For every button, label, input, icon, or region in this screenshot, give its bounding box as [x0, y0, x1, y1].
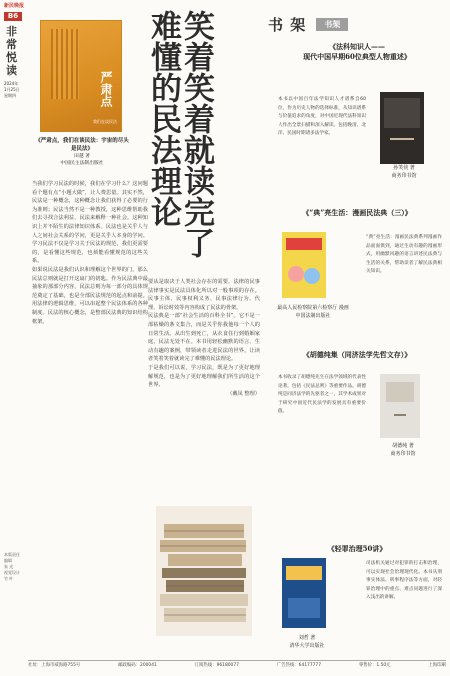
page-footer [28, 660, 446, 672]
book-title: 《“典”亮生活：漫画民法典（三）》 [302, 208, 412, 217]
books-illustration [150, 484, 258, 644]
book-cover-4 [282, 558, 326, 628]
credit-line: 本版责任编辑 [4, 552, 20, 563]
newspaper-logo: 新民晚报 [4, 3, 25, 9]
caption-author: 田越 著 [74, 154, 90, 159]
book-entry-3 [268, 350, 446, 360]
header-ornament: 书 架 [268, 15, 307, 34]
date-line: 星期四 [4, 93, 16, 98]
article-column-left [32, 180, 148, 326]
paragraph: 于是我们可以说，学习民法，既是为了更好地理解规范，也是为了更好地理解我们所生活的这个世界。 [148, 364, 260, 389]
book-meta-3 [370, 442, 436, 458]
cover-subtitle: 我们在谈民法 [93, 119, 117, 124]
footer-printer: 上海印刷 [428, 663, 446, 668]
article-column-mid [148, 278, 260, 398]
bookshelf-header [268, 12, 446, 36]
book-description: 司法机关通过对犯罪的打击和治理，可以实现社会治理现代化。本书从刑事实体法、刑事程序法等方面，对轻罪治理中的重点、难点问题进行了深入浅出的讲解。 [366, 561, 442, 601]
footer-price: 零售价：1.50元 [358, 663, 391, 668]
book-title: 《法科知识人—— [329, 42, 385, 51]
book-publisher: 商务印书馆 [391, 173, 417, 179]
book-description: 本书以中国百年法学知识人才谱系自60位，作为历史人物的选择标准，从知识谱系与价值追求的角度，对中国近现代法科知识人作出全景扫描和深入解读。包括晚清、北洋、民国时期诸多法学家。 [278, 97, 366, 137]
caption-title: 《严肃点，我们在谈民法：宇宙的尽头是民法》 [35, 138, 129, 152]
footer-postcode: 邮政编码：200041 [118, 663, 157, 668]
date-line: 1月25日 [4, 87, 20, 92]
paragraph: 要从是取决于人类社会存在的需要。法律的民事法律事实是民法具体化所以对一般事项的存在。民事主体、民事权利义务、民事法律行为、代理、诉讼时效等内容构成了民法的骨架。 [148, 279, 260, 311]
book-meta-2 [272, 304, 354, 320]
headline: 笑着笑着就读完了难懂的民法理论 [145, 10, 214, 258]
book-title: 《轻罪治理50讲》 [327, 544, 387, 553]
credit-line: 朱 光 [4, 564, 14, 569]
book-author: 胡德纯 著 [392, 443, 414, 449]
editor-credits [4, 552, 22, 582]
book-meta-1 [372, 164, 436, 180]
footer-ad: 广告热线：64177777 [276, 663, 322, 668]
credit-line: 竹 叶 [4, 576, 14, 581]
book-entry-4 [268, 544, 446, 554]
page-number: B6 [4, 12, 22, 21]
credit-line: 视觉设计 [4, 570, 20, 575]
book-description: 本书收录了胡德纯先生在法学领域的代表性论著，包括《民法总则》等重要作品。胡德纯是同济法学的先驱者之一，其学术成果对于研究中国近代民法学的发展具有重要价值。 [278, 375, 366, 415]
book-entry-2 [268, 208, 446, 218]
paragraph: 如果说民法是我们认识和理解这个世界的门，那么民法总则就是打开这扇门的钥匙。作为民法典中最抽象的那部分内容，民法总则为每一部分的具体规范奠定了基础，也是全部民法规范的起点和前提。用法律的逻辑思维，可以串起整个民法体系的各种制度。民法的核心概念，是整部民法典的知识结构框架。 [32, 266, 148, 325]
issue-date [4, 81, 26, 99]
book-title: 现代中国早期60位典型人物重述》 [303, 52, 411, 61]
book-author: 孙笑侠 著 [393, 165, 415, 171]
paragraph: 民法典是一部“社会生活的百科全书”。它不是一部枯燥的条文集合，而是关乎你我他每一个人的日常生活。从出生到死亡，从衣食住行到婚姻家庭，民法无处不在。本书用轻松幽默的语言、生动有趣的案例，带领读者走进民法的世界，让读者笑着笑着就读完了难懂的民法理论。 [148, 313, 260, 363]
book-publisher: 清华大学出版社 [289, 643, 325, 649]
cover-artwork [51, 29, 79, 99]
book-author: 最高人民检察院第六检察厅 漫画 [277, 305, 349, 311]
book-cover-1 [380, 92, 424, 164]
book-publisher: 商务印书馆 [390, 451, 416, 457]
left-rail [4, 12, 26, 652]
book-cover-2 [282, 232, 326, 298]
header-label: 书架 [316, 18, 348, 31]
date-line: 2024年 [4, 81, 19, 86]
column-title: 非常悦读 [6, 25, 17, 77]
book-description: “典”亮生活：漫画民法典系列漫画作品面面俱到，通过生动有趣的漫画形式，用幽默风趣的语言讲述民法典与生活的关系，帮助读者了解民法典相关知识。 [366, 235, 442, 275]
book-title: 《胡德纯集（同济法学先哲文存）》 [302, 350, 412, 359]
book-entry-1 [268, 42, 446, 62]
book-cover-3 [380, 374, 420, 438]
cover-title: 严肃点 [99, 71, 113, 107]
byline: （戴凤 整理） [227, 390, 260, 397]
footer-phone: 订阅热线：96180077 [194, 663, 239, 668]
book-meta-4 [272, 634, 342, 650]
book-author: 刘哲 著 [298, 635, 316, 641]
book-publisher: 中国法制出版社 [295, 313, 331, 319]
bookshelf-column [268, 12, 446, 649]
footer-address: 社址：上海市威海路755号 [28, 663, 81, 668]
book-cover-main [40, 20, 122, 132]
paragraph: 当我们学习民法的时候，我们在学习什么？这问题看个题有点“小题大做”，让人费思量。其实不然，民法是一种概念，这种概念让我们获得了必要的行为准则；民法当然不是一种教授，这种思维帮助我们去寻找合法利益，民法来解释一种社会。这种知识上并不陌生的法律知识体系。民法也是关乎人与人之间社会关系的学问，更是关乎人本身的学问。学习民法不仅是学习关于民法的规范，我们更需要的，是看懂这些规范，也须能看懂规范的这些关系。 [32, 181, 148, 265]
caption-publisher: 中国民主法制出版社 [60, 161, 104, 166]
cover-caption [34, 137, 130, 167]
